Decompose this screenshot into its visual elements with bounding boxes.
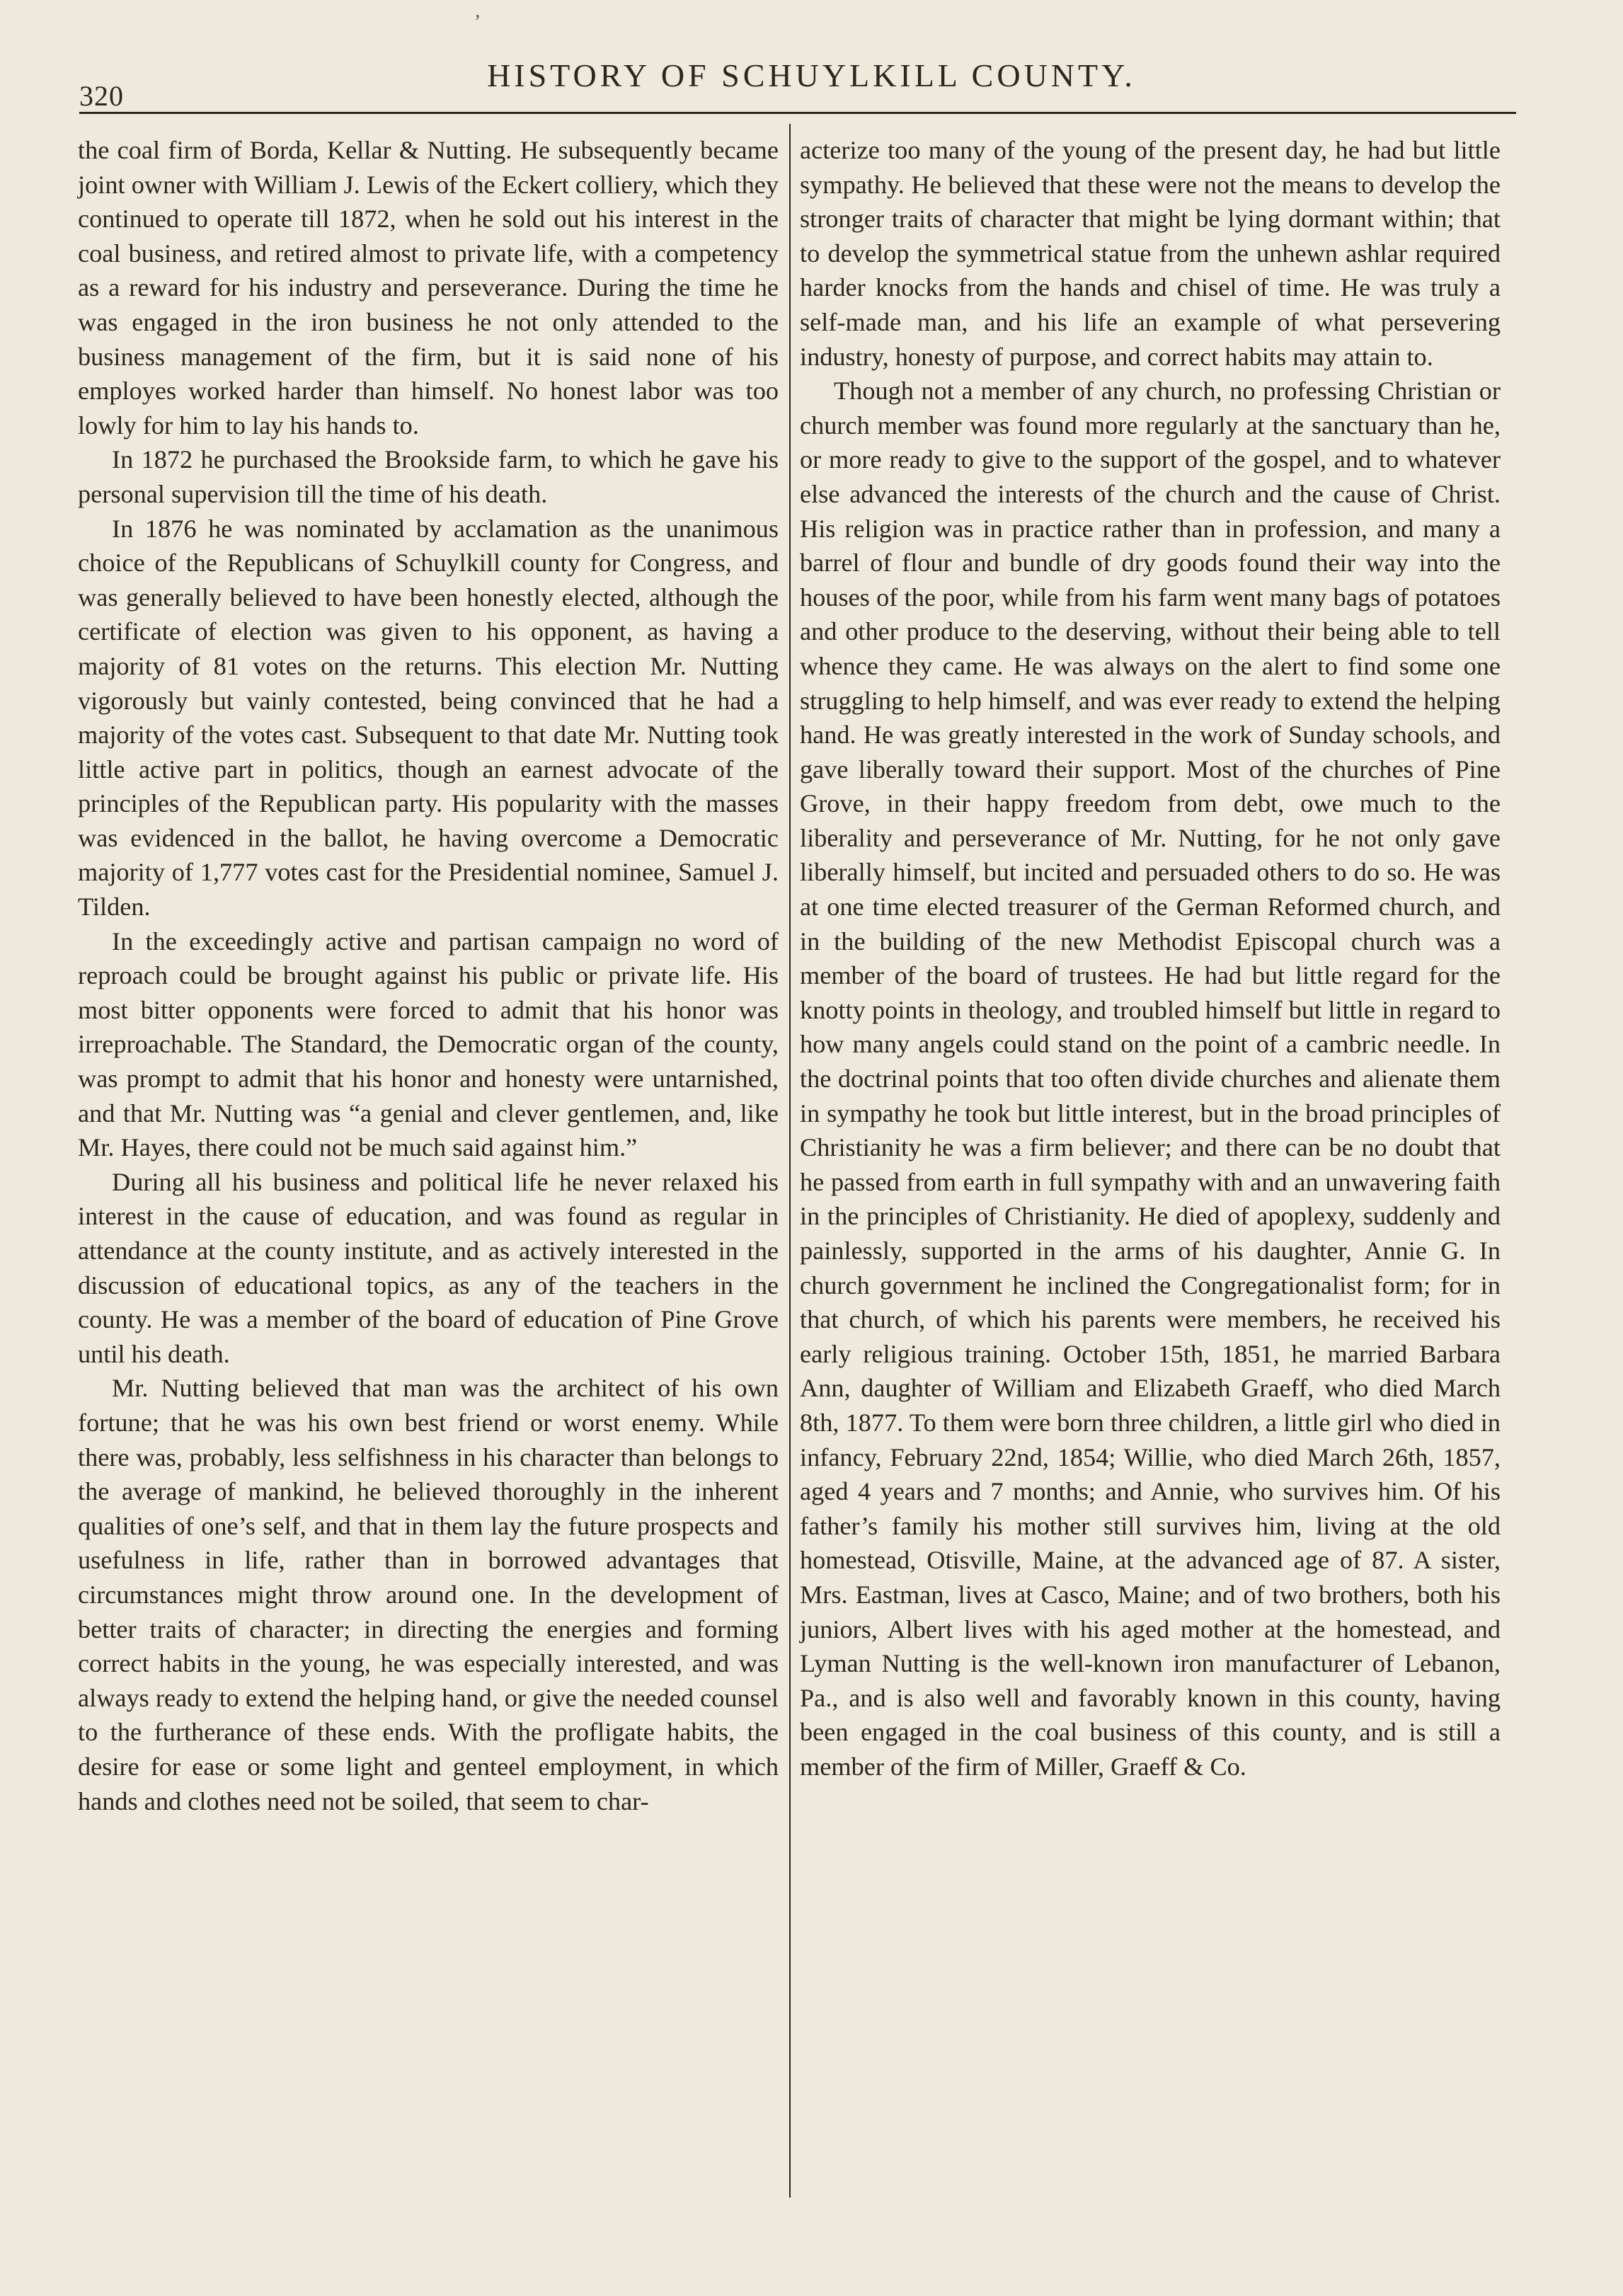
left-column	[78, 133, 779, 1818]
right-column	[800, 133, 1501, 1784]
page-number: 320	[79, 80, 124, 112]
column-divider	[789, 124, 791, 2198]
print-speck: ‚	[474, 0, 481, 22]
paragraph-religion-family: Though not a member of any church, no professing Christian or church member was found more regularly at the sanctuary than he, or more ready to give to the support of the gospel, and to whatever else advanced the interests of the church and the cause of Christ. His religion was in practice rather than in profession, and many a barrel of flour and bundle of dry goods found their way into the houses of the poor, while from his farm went many bags of potatoes and other produce to the deserving, without their being able to tell whence they came. He was always on the alert to find some one struggling to help himself, and was ever ready to extend the helping hand. He was greatly interested in the work of Sunday schools, and gave liberally toward their support. Most of the churches of Pine Grove, in their happy freedom from debt, owe much to the liberality and perseverance of Mr. Nutting, for he not only gave liberally himself, but incited and persuaded others to do so. He was at one time elected treasurer of the German Reformed church, and in the building of the new Methodist Episcopal church was a member of the board of trustees. He had but little regard for the knotty points in theology, and troubled himself but little in regard to how many angels could stand on the point of a cambric needle. In the doctrinal points that too often divide churches and alienate them in sympathy he took but little interest, but in the broad principles of Christianity he was a firm believer; and there can be no doubt that he passed from earth in full sympathy with and an unwavering faith in the principles of Christianity. He died of apoplexy, suddenly and painlessly, supported in the arms of his daughter, Annie G. In church government he inclined the Congregationalist form; for in that church, of which his parents were members, he received his early religious training. October 15th, 1851, he married Barbara Ann, daughter of William and Elizabeth Graeff, who died March 8th, 1877. To them were born three children, a little girl who died in infancy, February 22nd, 1854; Willie, who died March 26th, 1857, aged 4 years and 7 months; and Annie, who survives him. Of his father’s family his mother still survives him, living at the old homestead, Otisville, Maine, at the advanced age of 87. A sister, Mrs. Eastman, lives at Casco, Maine; and of two brothers, both his juniors, Albert lives with his aged mother at the homestead, and Lyman Nutting is the well-known iron manufacturer of Lebanon, Pa., and is also well and favorably known in this county, having been engaged in the coal business of this county, and is still a member of the firm of Miller, Graeff & Co.	[800, 377, 1501, 1781]
paragraph-education: During all his business and political life he never relaxed his interest in the cause of education, and was found as regular in attendance at the county institute, and as actively interested in the discussion of educational topics, as any of the teachers in the county. He was a member of the board of education of Pine Grove until his death.	[78, 1167, 779, 1368]
paragraph-brookside-farm: In 1872 he purchased the Brookside farm, to which he gave his personal supervision till the time of his death.	[78, 445, 779, 508]
paragraph-congress-nomination: In 1876 he was nominated by acclamation as the unanimous choice of the Republicans of Schuylkill county for Congress, and was generally believed to have been honestly elected, although the certificate of election was given to his opponent, as having a majority of 81 votes on the returns. This election Mr. Nutting vigorously but vainly contested, being convinced that he had a majority of the votes cast. Subsequent to that date Mr. Nutting took little active part in politics, though an earnest advocate of the principles of the Republican party. His popularity with the masses was evidenced in the ballot, he having overcome a Democratic majority of 1,777 votes cast for the Presidential nominee, Samuel J. Tilden.	[78, 514, 779, 922]
running-title: HISTORY OF SCHUYLKILL COUNTY.	[487, 57, 1136, 93]
header-rule	[79, 112, 1516, 114]
paragraph-character: Mr. Nutting believed that man was the architect of his own fortune; that he was his own best friend or worst enemy. While there was, probably, less selfishness in his character than belongs to the average of mankind, he believed thoroughly in the inherent qualities of one’s self, and that in them lay the future prospects and usefulness in life, rather than in borrowed advantages that circumstances might throw around one. In the development of better traits of character; in directing the energies and forming correct habits in the young, he was especially interested, and was always ready to extend the helping hand, or give the needed counsel to the furtherance of these ends. With the profligate habits, the desire for ease or some light and genteel employment, in which hands and clothes need not be soiled, that seem to char-	[78, 1374, 779, 1815]
paragraph-self-made-man: acterize too many of the young of the present day, he had but little sympathy. He believed that these were not the means to develop the stronger traits of character that might be lying dormant within; that to develop the symmetrical statue from the unhewn ashlar required harder knocks from the hands and chisel of time. He was truly a self-made man, and his life an example of what persevering industry, honesty of purpose, and correct habits may attain to.	[800, 136, 1501, 371]
paragraph-campaign-reputation: In the exceedingly active and partisan campaign no word of reproach could be brought against his public or private life. His most bitter opponents were forced to admit that his honor was irreproachable. The Standard, the Democratic organ of the county, was prompt to admit that his honor and honesty were untarnished, and that Mr. Nutting was “a genial and clever gentlemen, and, like Mr. Hayes, there could not be much said against him.”	[78, 926, 779, 1162]
paragraph-borda-kellar: the coal firm of Borda, Kellar & Nutting. He subsequently became joint owner with William J. Lewis of the Eckert colliery, which they continued to operate till 1872, when he sold out his interest in the coal business, and retired almost to private life, with a competency as a reward for his industry and perseverance. During the time he was engaged in the iron business he not only attended to the business management of the firm, but it is said none of his employes worked harder than himself. No honest labor was too lowly for him to lay his hands to.	[78, 136, 779, 440]
